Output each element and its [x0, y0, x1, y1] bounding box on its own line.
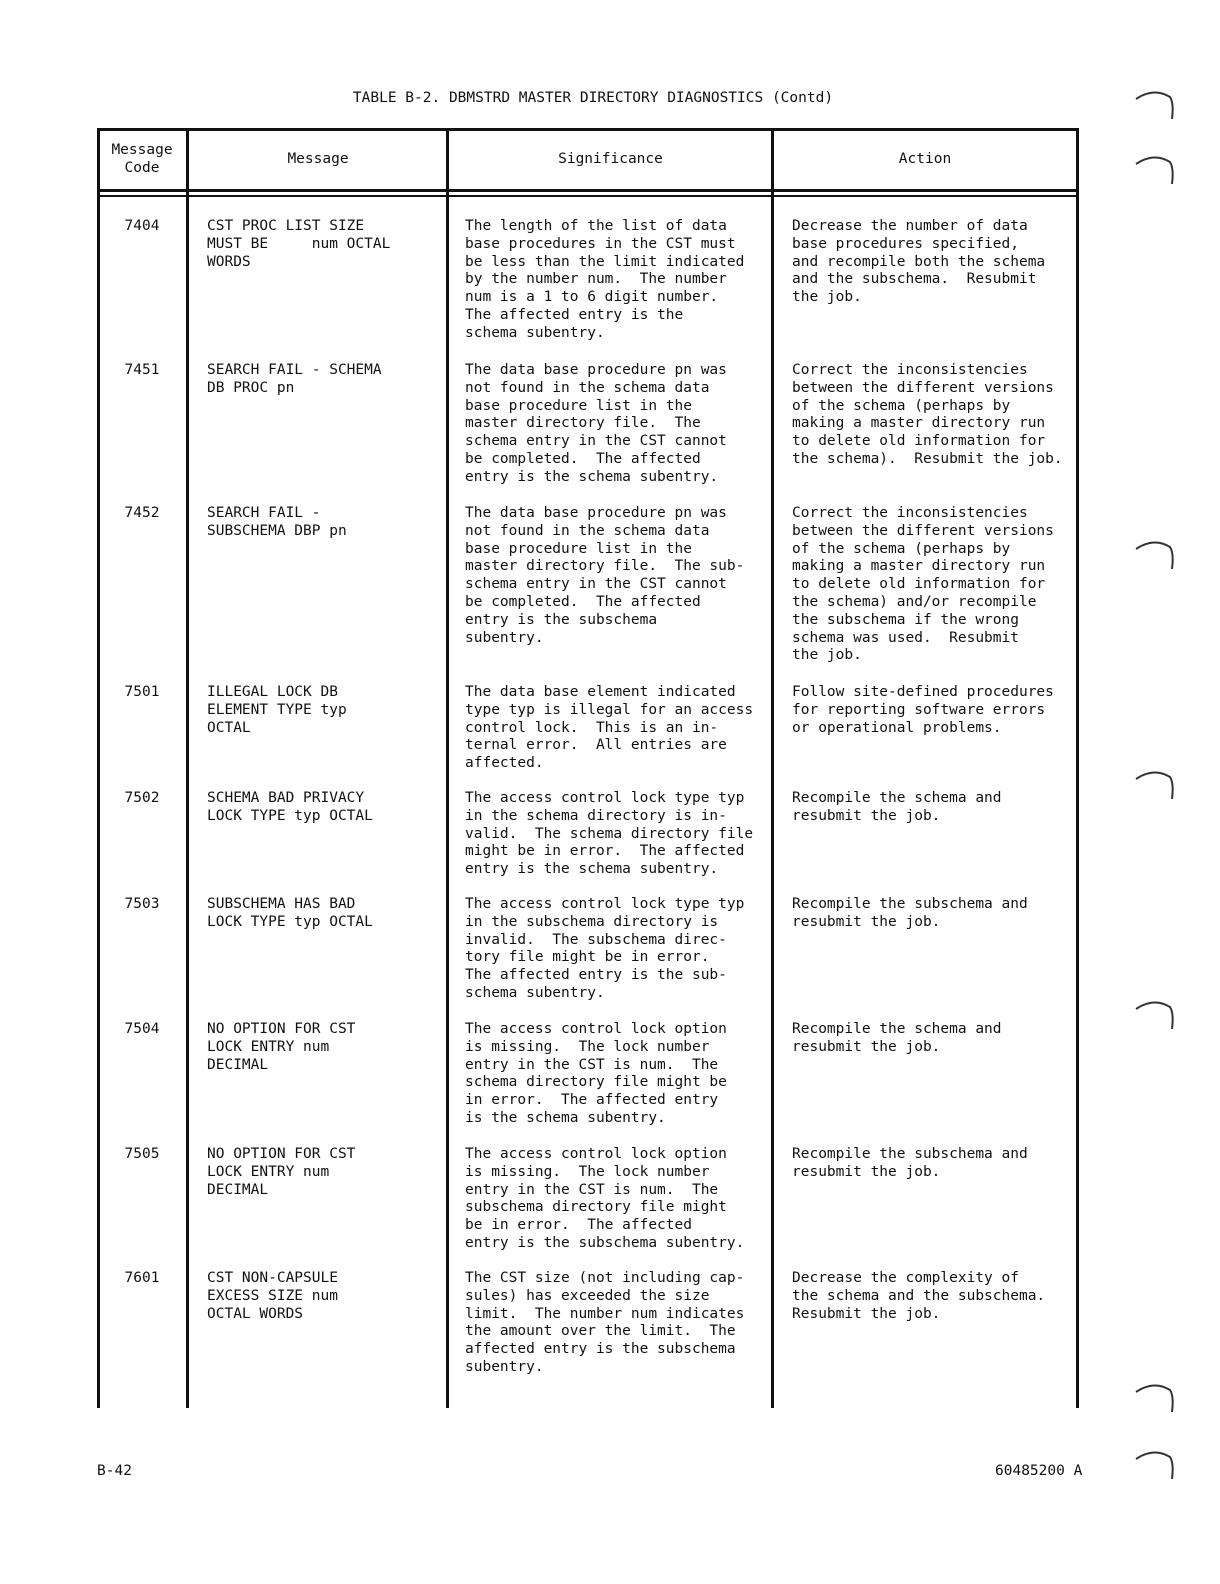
column-border	[97, 128, 100, 1408]
significance-line: type typ is illegal for an access	[465, 701, 754, 718]
action-line: resubmit the job.	[792, 913, 941, 930]
significance-line: The data base element indicated	[465, 684, 736, 700]
action-line: Recompile the subschema and	[792, 896, 1028, 912]
header-message-code	[97, 128, 187, 190]
action-line: base procedures specified,	[792, 235, 1019, 252]
message-line: SUBSCHEMA DBP pn	[207, 522, 347, 539]
message-cell	[207, 684, 347, 737]
action-line: of the schema (perhaps by	[792, 540, 1011, 557]
action-line: Correct the inconsistencies	[792, 362, 1028, 378]
action-line: of the schema (perhaps by	[792, 397, 1011, 414]
significance-line: The affected entry is the	[465, 306, 684, 323]
significance-line: The access control lock type typ	[465, 896, 745, 912]
message-line: CST NON-CAPSULE	[207, 1270, 338, 1286]
action-line: Correct the inconsistencies	[792, 505, 1028, 521]
action-cell	[792, 505, 1054, 665]
significance-line: entry is the schema subentry.	[465, 468, 719, 485]
binder-mark-icon	[1132, 1378, 1182, 1418]
significance-line: The data base procedure pn was	[465, 362, 727, 378]
message-line: EXCESS SIZE num	[207, 1287, 338, 1304]
message-line: SUBSCHEMA HAS BAD	[207, 896, 356, 912]
message-cell	[207, 362, 382, 398]
message-code: 7502	[124, 790, 160, 806]
significance-line: base procedure list in the	[465, 540, 692, 557]
significance-line: limit. The number num indicates	[465, 1305, 745, 1322]
message-line: SCHEMA BAD PRIVACY	[207, 790, 365, 806]
significance-line: schema subentry.	[465, 984, 605, 1001]
action-line: Recompile the schema and	[792, 790, 1002, 806]
significance-line: by the number num. The number	[465, 271, 727, 288]
significance-line: be completed. The affected	[465, 593, 701, 610]
action-line: Decrease the number of data	[792, 218, 1028, 234]
binder-mark-icon	[1132, 765, 1182, 805]
message-cell	[207, 1270, 338, 1323]
message-code: 7501	[124, 684, 160, 700]
significance-cell	[465, 1021, 727, 1128]
significance-line: is missing. The lock number	[465, 1163, 710, 1180]
significance-line: master directory file. The sub-	[465, 558, 745, 575]
action-cell	[792, 362, 1063, 469]
action-line: Follow site-defined procedures	[792, 684, 1054, 700]
significance-line: The affected entry is the sub-	[465, 967, 727, 984]
significance-line: invalid. The subschema direc-	[465, 931, 727, 948]
significance-line: The access control lock option	[465, 1021, 727, 1037]
significance-line: affected entry is the subschema	[465, 1341, 736, 1358]
significance-line: might be in error. The affected	[465, 843, 745, 860]
binder-mark-icon	[1132, 1445, 1182, 1485]
significance-cell	[465, 505, 744, 647]
message-line: LOCK TYPE typ OCTAL	[207, 807, 373, 824]
action-line: schema was used. Resubmit	[792, 629, 1019, 646]
message-line: SEARCH FAIL - SCHEMA	[207, 362, 382, 378]
action-cell	[792, 1270, 1045, 1323]
action-line: the schema and the subschema.	[792, 1287, 1046, 1304]
action-cell	[792, 218, 1045, 307]
column-border	[771, 128, 774, 1408]
significance-cell	[465, 790, 753, 879]
diagnostics-table	[97, 128, 1079, 1408]
action-line: resubmit the job.	[792, 1038, 941, 1055]
significance-line: schema entry in the CST cannot	[465, 576, 727, 593]
message-code: 7452	[124, 505, 160, 521]
message-code: 7451	[124, 362, 160, 378]
significance-line: sules) has exceeded the size	[465, 1287, 710, 1304]
action-line: the schema) and/or recompile	[792, 593, 1037, 610]
significance-line: entry is the subschema	[465, 611, 658, 628]
message-code: 7503	[124, 896, 160, 912]
message-line: DB PROC pn	[207, 379, 295, 396]
significance-line: the amount over the limit. The	[465, 1323, 736, 1340]
header-message: Message	[287, 151, 349, 167]
significance-line: be in error. The affected	[465, 1217, 692, 1234]
significance-line: in error. The affected entry	[465, 1092, 719, 1109]
significance-line: control lock. This is an in-	[465, 719, 719, 736]
significance-line: is the schema subentry.	[465, 1109, 666, 1126]
significance-line: not found in the schema data	[465, 522, 710, 539]
message-line: DECIMAL	[207, 1181, 269, 1198]
message-line: WORDS	[207, 253, 251, 270]
significance-line: schema directory file might be	[465, 1074, 727, 1091]
significance-line: tory file might be in error.	[465, 949, 710, 966]
significance-line: affected.	[465, 755, 544, 772]
message-code: 7601	[124, 1270, 160, 1286]
significance-line: base procedure list in the	[465, 397, 692, 414]
action-cell	[792, 790, 1002, 826]
significance-line: The CST size (not including cap-	[465, 1270, 745, 1286]
significance-line: subentry.	[465, 1358, 544, 1375]
significance-line: num is a 1 to 6 digit number.	[465, 289, 719, 306]
message-line: ILLEGAL LOCK DB	[207, 684, 338, 700]
action-line: resubmit the job.	[792, 807, 941, 824]
message-code: 7504	[124, 1021, 160, 1037]
message-line: SEARCH FAIL -	[207, 505, 321, 521]
significance-line: entry is the schema subentry.	[465, 861, 719, 878]
action-line: the job.	[792, 647, 862, 664]
action-line: and recompile both the schema	[792, 253, 1046, 270]
significance-line: entry in the CST is num. The	[465, 1181, 719, 1198]
page-number: B-42	[97, 1463, 132, 1479]
message-line: NO OPTION FOR CST	[207, 1021, 356, 1037]
action-line: Resubmit the job.	[792, 1305, 941, 1322]
significance-line: subschema directory file might	[465, 1199, 727, 1216]
action-line: or operational problems.	[792, 719, 1002, 736]
document-number: 60485200 A	[995, 1463, 1083, 1479]
action-line: and the subschema. Resubmit	[792, 271, 1037, 288]
binder-mark-icon	[1132, 995, 1182, 1035]
action-line: between the different versions	[792, 522, 1054, 539]
significance-cell	[465, 684, 753, 773]
message-line: LOCK ENTRY num	[207, 1038, 330, 1055]
significance-line: base procedures in the CST must	[465, 235, 736, 252]
significance-line: The access control lock type typ	[465, 790, 745, 806]
action-line: to delete old information for	[792, 433, 1046, 450]
message-line: OCTAL	[207, 719, 251, 736]
message-line: MUST BE num OCTAL	[207, 235, 391, 252]
message-cell	[207, 218, 390, 271]
significance-cell	[465, 362, 727, 487]
binder-mark-icon	[1132, 85, 1182, 125]
column-border	[446, 128, 449, 1408]
action-line: making a master directory run	[792, 415, 1046, 432]
column-border	[186, 128, 189, 1408]
action-line: for reporting software errors	[792, 701, 1046, 718]
significance-line: be less than the limit indicated	[465, 253, 745, 270]
message-line: DECIMAL	[207, 1056, 269, 1073]
header-code-line: Message	[111, 142, 173, 158]
message-code: 7505	[124, 1146, 160, 1162]
action-line: Recompile the schema and	[792, 1021, 1002, 1037]
significance-line: in the subschema directory is	[465, 913, 719, 930]
significance-cell	[465, 1146, 744, 1253]
significance-line: in the schema directory is in-	[465, 807, 727, 824]
message-cell	[207, 1021, 355, 1074]
significance-line: is missing. The lock number	[465, 1038, 710, 1055]
binder-mark-icon	[1132, 150, 1182, 190]
message-line: CST PROC LIST SIZE	[207, 218, 365, 234]
action-line: making a master directory run	[792, 558, 1046, 575]
significance-line: entry is the subschema subentry.	[465, 1234, 745, 1251]
header-divider-double	[97, 195, 1079, 197]
significance-line: The length of the list of data	[465, 218, 727, 234]
header-significance: Significance	[558, 151, 663, 167]
table-title: TABLE B-2. DBMSTRD MASTER DIRECTORY DIAGNOSTICS (Contd)	[352, 90, 834, 106]
significance-line: ternal error. All entries are	[465, 737, 727, 754]
significance-line: entry in the CST is num. The	[465, 1056, 719, 1073]
significance-line: master directory file. The	[465, 415, 701, 432]
action-line: the schema). Resubmit the job.	[792, 450, 1063, 467]
significance-cell	[465, 896, 744, 1003]
message-line: LOCK ENTRY num	[207, 1163, 330, 1180]
message-cell	[207, 505, 347, 541]
significance-line: not found in the schema data	[465, 379, 710, 396]
action-cell	[792, 896, 1028, 932]
message-line: LOCK TYPE typ OCTAL	[207, 913, 373, 930]
significance-line: subentry.	[465, 629, 544, 646]
message-cell	[207, 790, 373, 826]
significance-cell	[465, 1270, 744, 1377]
action-line: between the different versions	[792, 379, 1054, 396]
action-line: Decrease the complexity of	[792, 1270, 1019, 1286]
action-line: resubmit the job.	[792, 1163, 941, 1180]
action-line: to delete old information for	[792, 576, 1046, 593]
action-line: the subschema if the wrong	[792, 611, 1019, 628]
message-cell	[207, 896, 373, 932]
message-line: NO OPTION FOR CST	[207, 1146, 356, 1162]
significance-line: valid. The schema directory file	[465, 825, 754, 842]
significance-cell	[465, 218, 744, 343]
message-line: OCTAL WORDS	[207, 1305, 304, 1322]
significance-line: schema entry in the CST cannot	[465, 433, 727, 450]
significance-line: The access control lock option	[465, 1146, 727, 1162]
action-line: Recompile the subschema and	[792, 1146, 1028, 1162]
action-cell	[792, 1146, 1028, 1182]
header-action: Action	[898, 151, 952, 167]
action-line: the job.	[792, 289, 862, 306]
binder-mark-icon	[1132, 535, 1182, 575]
significance-line: be completed. The affected	[465, 450, 701, 467]
action-cell	[792, 1021, 1002, 1057]
message-cell	[207, 1146, 355, 1199]
message-line: ELEMENT TYPE typ	[207, 701, 347, 718]
action-cell	[792, 684, 1054, 737]
message-code: 7404	[124, 218, 160, 234]
significance-line: The data base procedure pn was	[465, 505, 727, 521]
significance-line: schema subentry.	[465, 324, 605, 341]
column-border	[1076, 128, 1079, 1408]
header-code-line: Code	[124, 160, 160, 176]
